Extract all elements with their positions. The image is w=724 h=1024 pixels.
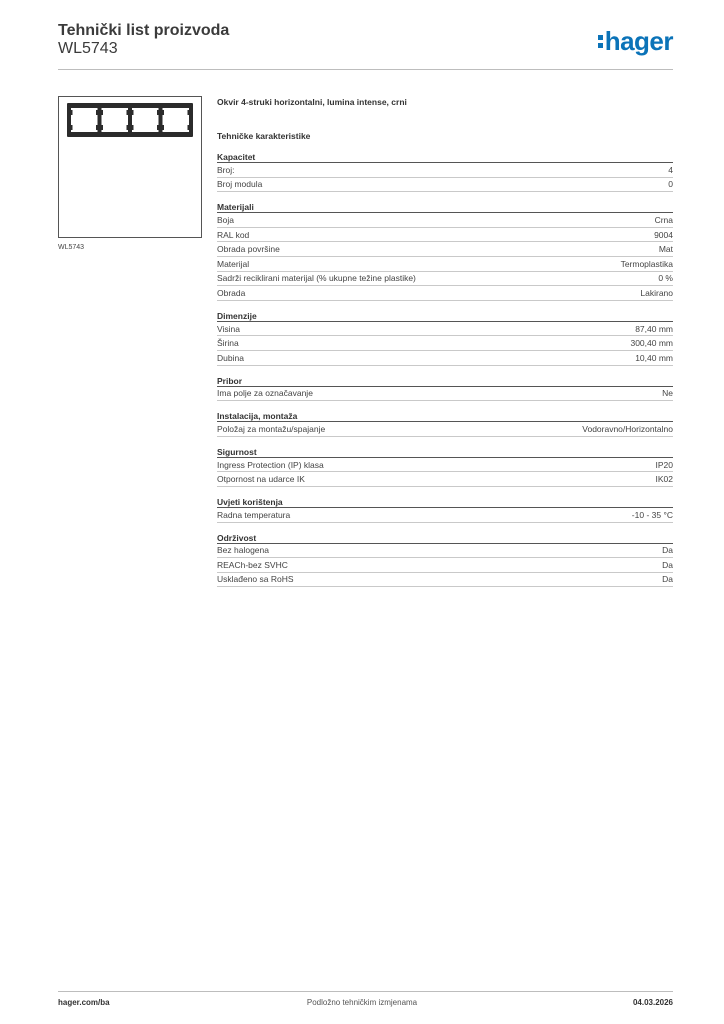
- section-title: Sigurnost: [217, 446, 673, 458]
- spec-value: 4: [668, 164, 673, 175]
- section-title: Pribor: [217, 375, 673, 387]
- spec-value: Ne: [662, 388, 673, 399]
- spec-value: 9004: [654, 229, 673, 240]
- spec-value: 0: [668, 179, 673, 190]
- module-opening: [71, 108, 98, 132]
- mounting-tab: [100, 125, 103, 130]
- mounting-tab: [96, 125, 99, 130]
- spec-value: Da: [662, 574, 673, 585]
- section-title: Materijali: [217, 201, 673, 213]
- spec-label: Širina: [217, 338, 239, 349]
- spec-row: [217, 163, 673, 178]
- spec-label: Ingress Protection (IP) klasa: [217, 459, 324, 470]
- logo-text: hager: [604, 26, 673, 56]
- spec-row: [217, 286, 673, 301]
- image-caption: WL5743: [58, 244, 85, 251]
- frame-illustration: [59, 97, 201, 237]
- product-name: Okvir 4-struki horizontalni, lumina intense, crni: [217, 97, 407, 107]
- spec-value: Da: [662, 545, 673, 556]
- spec-label: Bez halogena: [217, 545, 269, 556]
- spec-row: [217, 544, 673, 559]
- mounting-tab: [127, 125, 130, 130]
- spec-value: 87,40 mm: [635, 323, 673, 334]
- spec-section: [217, 201, 673, 301]
- mounting-tab: [188, 125, 191, 130]
- spec-section: [217, 446, 673, 487]
- header-divider: [58, 69, 673, 70]
- characteristics-heading: Tehničke karakteristike: [217, 131, 311, 141]
- spec-label: Materijal: [217, 258, 250, 269]
- spec-section: [217, 410, 673, 437]
- spec-label: Obrada: [217, 287, 246, 298]
- footer-website: hager.com/ba: [58, 998, 110, 1007]
- module-opening: [102, 108, 129, 132]
- mounting-tab: [157, 125, 160, 130]
- spec-row: [217, 178, 673, 193]
- mounting-tab: [100, 110, 103, 115]
- spec-section: [217, 310, 673, 366]
- spec-value: Mat: [658, 244, 673, 255]
- footer-date: 04.03.2026: [632, 998, 673, 1007]
- spec-row: [217, 257, 673, 272]
- spec-value: IP20: [655, 459, 673, 470]
- spec-value: Lakirano: [640, 287, 673, 298]
- mounting-tab: [70, 110, 73, 115]
- spec-label: Boja: [217, 214, 235, 225]
- spec-label: Obrada površine: [217, 244, 280, 255]
- section-title: Dimenzije: [217, 310, 673, 322]
- mounting-tab: [131, 125, 134, 130]
- spec-section: [217, 151, 673, 192]
- mounting-tab: [70, 125, 73, 130]
- spec-label: Broj modula: [217, 179, 263, 190]
- section-title: Održivost: [217, 532, 673, 544]
- section-title: Instalacija, montaža: [217, 410, 673, 422]
- spec-row: [217, 458, 673, 473]
- mounting-tab: [161, 125, 164, 130]
- spec-row: [217, 422, 673, 437]
- mounting-tab: [157, 110, 160, 115]
- mounting-tab: [96, 110, 99, 115]
- section-title: Uvjeti korištenja: [217, 496, 673, 508]
- spec-label: Dubina: [217, 352, 244, 363]
- spec-value: Da: [662, 559, 673, 570]
- spec-label: Visina: [217, 323, 240, 334]
- spec-row: [217, 351, 673, 366]
- footer-notice: Podložno tehničkim izmjenama: [306, 998, 418, 1007]
- spec-value: Crna: [654, 214, 673, 225]
- product-image: [58, 96, 202, 238]
- document-title: Tehnički list proizvoda: [58, 22, 230, 39]
- mounting-tab: [131, 110, 134, 115]
- spec-value: 300,40 mm: [630, 338, 673, 349]
- spec-label: Radna temperatura: [217, 509, 291, 520]
- spec-label: Sadrži reciklirani materijal (% ukupne težine plastike): [217, 273, 416, 284]
- spec-label: Otpornost na udarce IK: [217, 474, 305, 485]
- spec-sections: [217, 151, 673, 587]
- section-title: Kapacitet: [217, 151, 673, 163]
- spec-row: [217, 228, 673, 243]
- document-header: [58, 22, 673, 70]
- spec-row: [217, 322, 673, 337]
- spec-section: [217, 496, 673, 523]
- spec-label: Usklađeno sa RoHS: [217, 574, 294, 585]
- spec-value: -10 - 35 °C: [631, 509, 673, 520]
- spec-row: [217, 508, 673, 523]
- mounting-tab: [161, 110, 164, 115]
- spec-row: [217, 272, 673, 287]
- spec-row: [217, 573, 673, 588]
- spec-label: Ima polje za označavanje: [217, 388, 313, 399]
- spec-label: Broj:: [217, 164, 235, 175]
- spec-row: [217, 472, 673, 487]
- hager-logo: [598, 27, 673, 55]
- spec-section: [217, 532, 673, 588]
- mounting-tab: [127, 110, 130, 115]
- spec-row: [217, 336, 673, 351]
- spec-label: RAL kod: [217, 229, 250, 240]
- spec-value: Vodoravno/Horizontalno: [582, 423, 673, 434]
- spec-row: [217, 242, 673, 257]
- footer-divider: [58, 991, 673, 992]
- mounting-tab: [188, 110, 191, 115]
- spec-label: Položaj za montažu/spajanje: [217, 423, 326, 434]
- module-opening: [163, 108, 190, 132]
- spec-row: [217, 558, 673, 573]
- spec-section: [217, 375, 673, 402]
- spec-content: [217, 96, 673, 587]
- spec-row: [217, 387, 673, 402]
- spec-row: [217, 213, 673, 228]
- spec-value: IK02: [655, 474, 673, 485]
- spec-label: REACh-bez SVHC: [217, 559, 288, 570]
- spec-value: 0 %: [658, 273, 673, 284]
- spec-value: Termoplastika: [620, 258, 673, 269]
- product-code: WL5743: [58, 40, 118, 57]
- module-opening: [132, 108, 159, 132]
- logo-dots-icon: [598, 35, 603, 48]
- spec-value: 10,40 mm: [635, 352, 673, 363]
